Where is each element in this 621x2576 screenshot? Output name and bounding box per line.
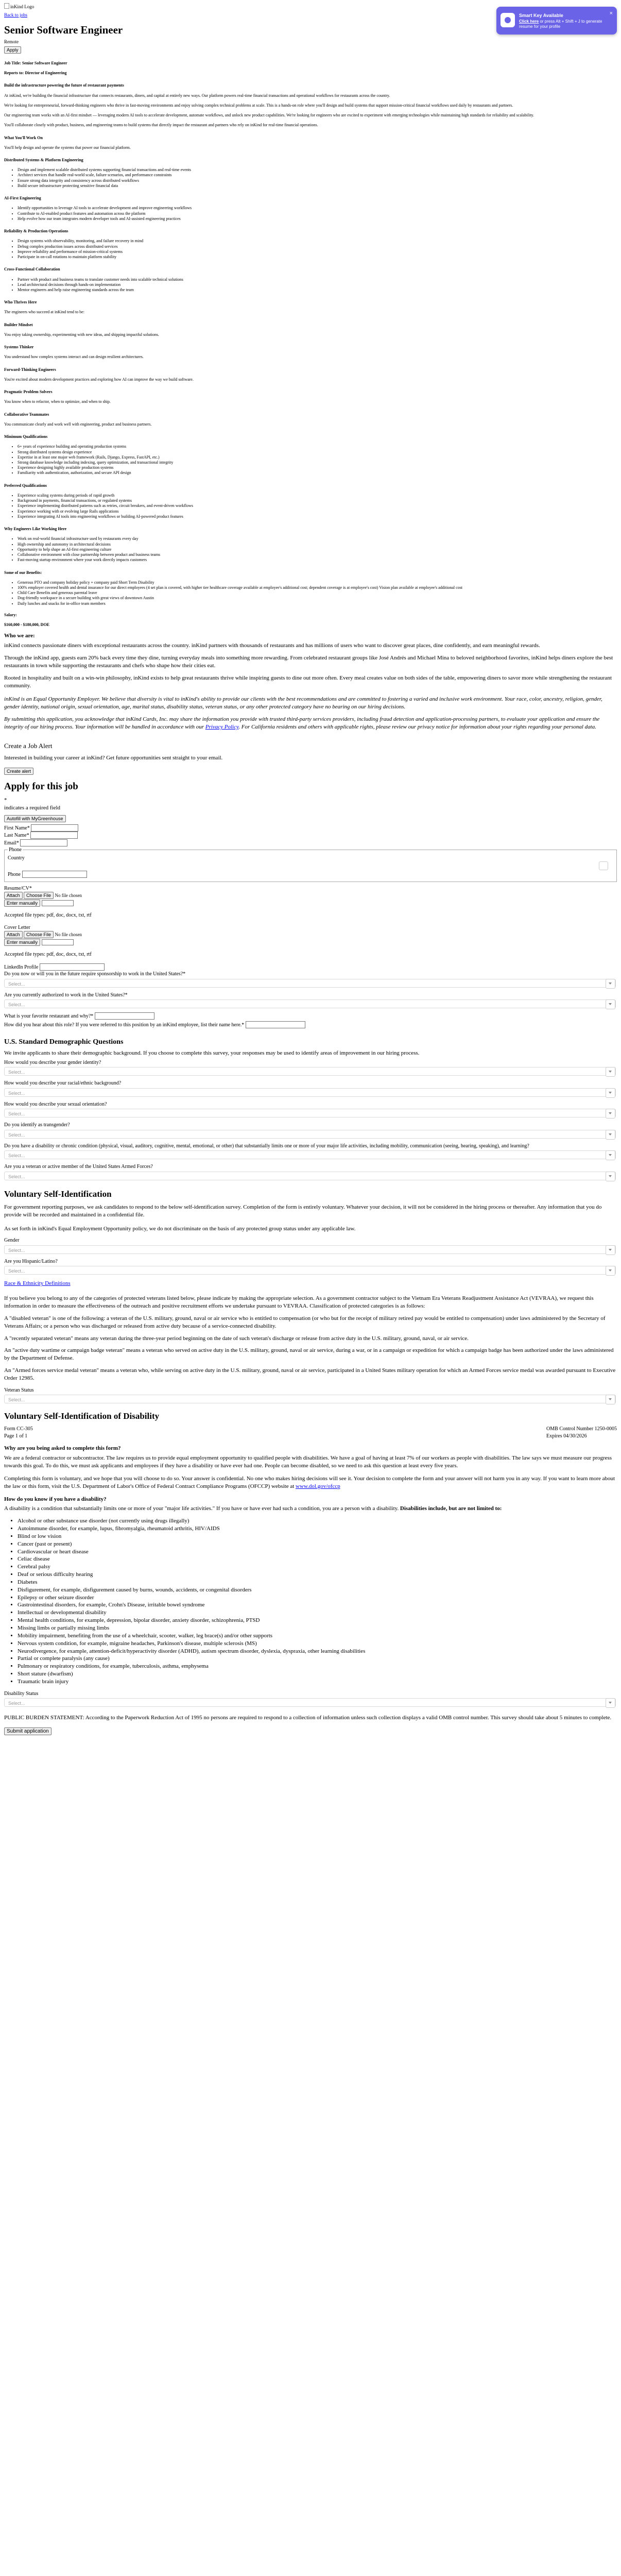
referral-label: How did you hear about this role? If you were referred to this position by an inKind employee, list their name here.* xyxy=(4,1022,245,1028)
list-item: • Missing limbs or partially missing limbs xyxy=(18,1624,617,1632)
list-item: • Alcohol or other substance use disorder (not currently using drugs illegally) xyxy=(18,1517,617,1525)
who-paragraph: Through the inKind app, guests earn 20% back every time they dine, turning everyday meals into something more rewarding. From celebrated restaurant groups like José Andrés and Michael Mina to beloved neighborhood favorites, inKind helps diners explore the best restaurants in town while supporting the restaurants and chefs who shape how their cities eat. xyxy=(4,655,613,669)
section-text: You know when to refactor, when to optimize, and when to ship. xyxy=(4,399,111,404)
list-item: • Mentor engineers and help raise engineering standards across the team xyxy=(18,287,617,293)
privacy-policy-link[interactable]: Privacy Policy xyxy=(205,723,239,730)
cover-no-file: No file chosen xyxy=(55,932,82,938)
list-item: • Gastrointestinal disorders, for example, Crohn's Disease, irritable bowel syndrome xyxy=(18,1601,617,1609)
demographic-heading: U.S. Standard Demographic Questions xyxy=(4,1038,124,1046)
section-heading: Who Thrives Here xyxy=(4,300,37,305)
disability-heading: Voluntary Self-Identification of Disability xyxy=(4,1411,160,1421)
section-text: You're excited about modern development practices and exploring how AI can improve the way we build software. xyxy=(4,377,194,382)
veteran-paragraph: A "recently separated veteran" means any veteran during the three-year period beginning on the date of such veteran's discharge or release from active duty in the U.S. military, ground, naval, or air service. xyxy=(4,1335,469,1342)
required-note: * indicates a required field xyxy=(4,797,61,811)
disability-list xyxy=(4,1517,617,1686)
list-item: • Intellectual or developmental disability xyxy=(18,1609,617,1617)
list-item: • Nervous system condition, for example, migraine headaches, Parkinson's disease, multiple sclerosis (MS) xyxy=(18,1640,617,1648)
why-heading: Why are you being asked to complete this form? xyxy=(4,1445,121,1452)
chevron-down-icon xyxy=(606,1266,615,1276)
resume-manual-input[interactable] xyxy=(42,900,74,906)
section-list xyxy=(4,444,617,476)
intro-paragraph: You'll collaborate closely with product, business, and engineering teams to build systems that directly impact the restaurant and partners who rely on inKind for real-time financial operations. xyxy=(4,123,318,128)
email-input[interactable] xyxy=(20,839,67,846)
list-item: • Experience scaling systems during periods of rapid growth xyxy=(18,493,617,498)
banner-text: Click here or press Alt + Shift + J to generate resume for your profile xyxy=(519,19,602,29)
logo-broken-image-icon xyxy=(4,3,9,9)
chevron-down-icon xyxy=(606,979,615,989)
resume-attach-button[interactable]: Attach xyxy=(4,892,23,899)
list-item: • Build secure infrastructure protecting sensitive financial data xyxy=(18,183,617,189)
tagline: Build the infrastructure powering the future of restaurant payments xyxy=(4,83,124,88)
resume-no-file: No file chosen xyxy=(55,893,82,899)
job-alert-heading: Create a Job Alert xyxy=(4,741,53,750)
intro-paragraph: We're looking for entrepreneurial, forward-thinking engineers who thrive in fast-moving environments and enjoy solving complex technical problems at scale. This is a hands-on role where you'll design and build systems that support mission-critical financial workflows used daily by restaurants and partners. xyxy=(4,103,513,108)
list-item: • Daily lunches and snacks for in-office team members xyxy=(18,601,617,606)
section-heading: Forward-Thinking Engineers xyxy=(4,367,56,372)
country-select[interactable] xyxy=(8,861,613,871)
chevron-down-icon xyxy=(606,999,615,1009)
list-item: • Lead architectural decisions through hands-on implementation xyxy=(18,282,617,287)
section-heading: Why Engineers Like Working Here xyxy=(4,527,67,532)
cover-letter-field xyxy=(4,924,617,958)
demographic-intro: We invite applicants to share their demographic background. If you choose to complete this survey, your responses may be used to identify areas of improvement in our hiring process. xyxy=(4,1050,420,1057)
section-heading: What You'll Work On xyxy=(4,135,43,140)
disability-status-label: Disability Status xyxy=(4,1690,39,1697)
section-heading: Some of our Benefits: xyxy=(4,570,42,575)
name-fields xyxy=(4,824,617,847)
list-item: • Mobility impairment, benefiting from the use of a wheelchair, scooter, walker, leg brace(s) and/or other supports xyxy=(18,1632,617,1640)
list-item: • Design and implement scalable distributed systems supporting financial transactions and real-time events xyxy=(18,167,617,173)
resume-label: Resume/CV* xyxy=(4,885,32,891)
list-item: • Background in payments, financial transactions, or regulated systems xyxy=(18,498,617,503)
veteran-paragraph: An "Armed forces service medal veteran" means a veteran who, while serving on active duty in the U.S. military, ground, naval or air service, participated in a United States military operation for which an Armed Forces service medal was awarded pursuant to Executive Order 12985. xyxy=(4,1367,616,1382)
list-item: • Expertise in at least one major web framework (Rails, Django, Express, FastAPI, etc.) xyxy=(18,455,617,460)
intro-paragraph: Our engineering team works with an AI-first mindset — leveraging modern AI tools to accelerate development, automate workflows, and unlock new product capabilities. We're looking for engineers who are excited to experiment with emerging technologies while maintaining high standards for reliability and scalability. xyxy=(4,113,534,118)
list-item: • Work on real-world financial infrastructure used by restaurants every day xyxy=(18,536,617,541)
list-item: • Improve reliability and performance of mission-critical systems xyxy=(18,249,617,255)
demographic-select[interactable]: Select... xyxy=(4,1109,616,1117)
demographic-select[interactable]: Select... xyxy=(4,1088,616,1097)
list-item: • Collaborative environment with close partnership between product and business teams xyxy=(18,552,617,557)
section-heading: Cross-Functional Collaboration xyxy=(4,267,60,272)
resume-field xyxy=(4,885,617,919)
last-name-label: Last Name* xyxy=(4,833,29,839)
authorized-question: Are you currently authorized to work in the United States?* xyxy=(4,992,128,998)
job-title-line: Job Title: Senior Software Engineer xyxy=(4,60,67,65)
list-item: • Epilepsy or other seizure disorder xyxy=(18,1594,617,1602)
section-heading: Minimum Qualifications xyxy=(4,434,48,439)
section-text: You communicate clearly and work well with engineering, product and business partners. xyxy=(4,421,152,427)
list-item: • Deaf or serious difficulty hearing xyxy=(18,1571,617,1579)
job-alert-section xyxy=(4,741,617,775)
list-item: • Help evolve how our team integrates modern developer tools and AI-assisted engineering practices xyxy=(18,216,617,222)
section-list xyxy=(4,493,617,519)
chevron-down-icon xyxy=(606,1067,615,1077)
veteran-status-label: Veteran Status xyxy=(4,1387,34,1393)
demographic-select[interactable]: Select... xyxy=(4,1150,616,1159)
cover-choose-file-button[interactable]: Choose File xyxy=(24,931,54,938)
resume-accepted-types: Accepted file types: pdf, doc, docx, txt, rtf xyxy=(4,912,92,919)
list-item: • 100% employer covered health and dental insurance for our direct employees (4 set plan is covered, with higher tier healthcare coverage available at employee's additional cost; dependent coverage is at employee's cost) Vision plan available at employee's additional cost xyxy=(18,585,617,590)
authorized-select[interactable]: Select... xyxy=(4,999,616,1008)
list-item: • Experience implementing distributed patterns such as retries, circuit breakers, and event-driven workflows xyxy=(18,503,617,509)
section-heading: Pragmatic Problem Solvers xyxy=(4,389,53,395)
section-list xyxy=(4,239,617,260)
create-alert-button[interactable]: Create alert xyxy=(4,768,33,775)
sponsorship-question: Do you now or will you in the future require sponsorship to work in the United States?* xyxy=(4,971,186,977)
list-item: • Celiac disease xyxy=(18,1555,617,1563)
job-description xyxy=(4,61,617,628)
ofccp-link[interactable]: www.dol.gov/ofccp xyxy=(296,1483,340,1489)
gender-select[interactable]: Select... xyxy=(4,1245,616,1254)
list-item: • Neurodivergence, for example, attention-deficit/hyperactivity disorder (ADHD), autism spectrum disorder, dyslexia, dyspraxia, other learning disabilities xyxy=(18,1648,617,1655)
section-heading: Distributed Systems & Platform Engineering xyxy=(4,158,83,163)
list-item: • Cardiovascular or heart disease xyxy=(18,1548,617,1556)
apply-heading: Apply for this job xyxy=(4,781,78,792)
list-item: • Blind or low vision xyxy=(18,1533,617,1540)
section-text: You understand how complex systems interact and can design resilient architectures. xyxy=(4,354,144,360)
disability-status-select[interactable]: Select... xyxy=(4,1698,616,1707)
phone-label: Phone xyxy=(8,872,21,878)
reports-to-line: Reports to: Director of Engineering xyxy=(4,71,67,76)
omb-number: OMB Control Number 1250-0005 xyxy=(546,1426,617,1432)
job-title: Senior Software Engineer xyxy=(4,23,123,36)
section-heading: Preferred Qualifications xyxy=(4,483,47,488)
intro-paragraphs xyxy=(4,93,617,128)
cover-accepted-types: Accepted file types: pdf, doc, docx, txt, rtf xyxy=(4,952,92,958)
cover-attach-button[interactable]: Attach xyxy=(4,931,23,938)
last-name-input[interactable] xyxy=(30,832,78,839)
linkedin-label: LinkedIn Profile xyxy=(4,964,39,970)
page xyxy=(4,2,617,1735)
list-item: • Familiarity with authentication, authorization, and secure API design xyxy=(18,470,617,476)
veteran-definitions xyxy=(4,1295,617,1382)
favorite-restaurant-input[interactable] xyxy=(95,1012,154,1020)
autofill-button[interactable]: Autofill with MyGreenhouse xyxy=(4,815,66,822)
list-item: • Partner with product and business teams to translate customer needs into scalable technical solutions xyxy=(18,277,617,282)
smart-key-logo-icon xyxy=(501,13,515,27)
banner-title: Smart Key Available xyxy=(519,13,563,18)
list-item: • Fast-moving startup environment where your work directly impacts customers xyxy=(18,557,617,563)
salary-value: $160,000 - $180,000, DOE xyxy=(4,622,49,628)
list-item: • Experience designing highly available production systems xyxy=(18,465,617,470)
inkind-logo: inKind Logo xyxy=(4,3,617,10)
list-item: • Dog-friendly workspace in a secure building with great views of downtown Austin xyxy=(18,596,617,601)
section-heading: Builder Mindset xyxy=(4,322,33,327)
submit-application-button[interactable]: Submit application xyxy=(4,1727,51,1735)
demographic-question-label: Do you have a disability or chronic condition (physical, visual, auditory, cognitive, mental, emotional, or other) that substantially limits one or more of your major life activities, including mobility, communication (seeing, hearing, speaking), and learning? xyxy=(4,1143,529,1149)
list-item: • Diabetes xyxy=(18,1579,617,1586)
list-item: • Strong distributed systems design experience xyxy=(18,450,617,455)
chevron-down-icon xyxy=(606,1088,615,1098)
veteran-paragraph: An "active duty wartime or campaign badge veteran" means a veteran who served on active duty in the U.S. military, ground, naval or air service, during a war, or in a campaign or expedition for which a campaign badge has been authorized under the laws administered by the Department of Defense. xyxy=(4,1347,614,1362)
section-text: The engineers who succeed at inKind tend to be: xyxy=(4,310,84,315)
eeo-statement: inKind is an Equal Opportunity Employer. We believe that diversity is vital to inKind's ability to provide our clients with the best recommendations and are committed to fostering a varied and inclusive work environment. Your race, color, ancestry, religion, gender, gender identity, national origin, sexual orientation, age, marital status, disability status, veteran status, or any other protected category have no bearing on our hiring decisions. xyxy=(4,696,602,710)
chevron-down-icon xyxy=(606,1698,615,1708)
list-item: • Traumatic brain injury xyxy=(18,1678,617,1686)
referral-input[interactable] xyxy=(246,1021,305,1028)
phone-input[interactable] xyxy=(22,871,87,878)
linkedin-input[interactable] xyxy=(40,963,105,971)
list-item: • Ensure strong data integrity and consistency across distributed workflows xyxy=(18,178,617,183)
section-text: You enjoy taking ownership, experimenting with new ideas, and shipping impactful solutions. xyxy=(4,332,159,337)
back-to-jobs-link[interactable]: Back to jobs xyxy=(4,12,27,18)
list-item: • 6+ years of experience building and operating production systems xyxy=(18,444,617,449)
chevron-down-icon xyxy=(606,1150,615,1160)
resume-choose-file-button[interactable]: Choose File xyxy=(24,892,54,899)
cover-manual-input[interactable] xyxy=(42,939,74,945)
salary-label: Salary: xyxy=(4,612,17,617)
list-item: • Pulmonary or respiratory conditions, for example, tuberculosis, asthma, emphysema xyxy=(18,1663,617,1670)
race-definitions-link[interactable]: Race & Ethnicity Definitions xyxy=(4,1280,71,1287)
chevron-down-icon xyxy=(606,1130,615,1140)
form-meta xyxy=(4,1426,617,1439)
cover-enter-manually-button[interactable]: Enter manually xyxy=(4,939,40,946)
demographic-question-label: How would you describe your sexual orientation? xyxy=(4,1101,107,1107)
chevron-down-icon xyxy=(606,1172,615,1181)
list-item: • Cerebral palsy xyxy=(18,1563,617,1571)
burden-statement: PUBLIC BURDEN STATEMENT: According to the Paperwork Reduction Act of 1995 no persons are required to respond to a collection of information unless such collection displays a valid OMB control number. This survey should take about 5 minutes to complete. xyxy=(4,1715,612,1721)
latino-label: Are you Hispanic/Latino? xyxy=(4,1258,58,1264)
who-paragraph: Rooted in hospitality and built on a win-win philosophy, inKind exists to help great restaurants thrive while inspiring guests to dine out more often. Every meal creates value on both sides of the table, empowering diners to savor more while strengthening the restaurant community. xyxy=(4,674,612,689)
list-item: • Contribute to AI-enabled product features and automation across the platform xyxy=(18,211,617,216)
cover-letter-label: Cover Letter xyxy=(4,924,30,930)
omb-expires: Expires 04/30/2026 xyxy=(546,1433,587,1439)
email-label: Email* xyxy=(4,840,19,846)
who-paragraph: inKind connects passionate diners with exceptional restaurants across the country. inKind partners with thousands of restaurants and has millions of users who want to discover great places, dine confidently, and earn meaningful rewards. xyxy=(4,642,540,649)
country-label: Country xyxy=(8,855,25,861)
section-list xyxy=(4,206,617,222)
intro-paragraph: At inKind, we're building the financial infrastructure that connects restaurants, diners, and capital at entirely new ways. Our platform powers real-time financial transactions and operational workflows for restaurants across the country. xyxy=(4,93,390,98)
demographic-question-label: Are you a veteran or active member of the United States Armed Forces? xyxy=(4,1164,153,1170)
list-item: • Generous PTO and company holiday policy + company paid Short Term Disability xyxy=(18,580,617,585)
why-para-2: Completing this form is voluntary, and we hope that you will choose to do so. Your answer is confidential. No one who makes hiring decisions will see it. Your decision to complete the form and your answer will not harm you in any way. If you want to learn more about the law or this form, visit the U.S. Department of Labor's Office of Federal Contract Compliance Programs (OFCCP) website at www.dol.gov/ofccp xyxy=(4,1475,615,1489)
chevron-down-icon xyxy=(606,1109,615,1118)
list-item: • Disfigurement, for example, disfigurement caused by burns, wounds, accidents, or congenital disorders xyxy=(18,1586,617,1594)
section-heading: Reliability & Production Operations xyxy=(4,229,68,234)
list-item: • Strong database knowledge including indexing, query optimization, and transactional integrity xyxy=(18,460,617,465)
resume-enter-manually-button[interactable]: Enter manually xyxy=(4,900,40,907)
list-item: • Design systems with observability, monitoring, and failure recovery in mind xyxy=(18,239,617,244)
job-alert-text: Interested in building your career at inKind? Get future opportunities sent straight to your email. xyxy=(4,755,223,761)
list-item: • Child Care Benefits and generous parental leave xyxy=(18,590,617,596)
list-item: • High ownership and autonomy in architectural decisions xyxy=(18,542,617,547)
demographic-question-label: How would you describe your gender identity? xyxy=(4,1059,101,1065)
demographic-questions xyxy=(4,1059,617,1180)
section-list xyxy=(4,277,617,293)
demographic-select[interactable]: Select... xyxy=(4,1130,616,1139)
apply-button[interactable]: Apply xyxy=(4,46,21,54)
list-item: • Identify opportunities to leverage AI tools to accelerate development and improve engineering workflows xyxy=(18,206,617,211)
list-item: • Short stature (dwarfism) xyxy=(18,1670,617,1678)
demographic-select[interactable]: Select... xyxy=(4,1067,616,1076)
form-number: Form CC-305 xyxy=(4,1426,33,1432)
section-list xyxy=(4,580,617,606)
how-text: A disability is a condition that substantially limits one or more of your "major life activities." If you have or have ever had such a condition, you are a person with a disability. Disabilities include, but are not limited to: xyxy=(4,1505,502,1512)
list-item: • Architect services that handle real-world scale, failure scenarios, and performance constraints xyxy=(18,173,617,178)
list-item: • Partial or complete paralysis (any cause) xyxy=(18,1655,617,1663)
country-dropdown-button[interactable] xyxy=(599,861,608,870)
veteran-paragraph: A "disabled veteran" is one of the following: a veteran of the U.S. military, ground, naval or air service who is entitled to compensation (or who but for the receipt of military retired pay would be entitled to compensation) under laws administered by the Secretary of Veterans Affairs; or a person who was discharged or released from active duty because of a service-connected disability. xyxy=(4,1315,606,1329)
banner-click-here-link[interactable]: Click here xyxy=(519,19,539,24)
who-we-are-heading: Who we are: xyxy=(4,633,35,639)
demographic-question-label: How would you describe your racial/ethnic background? xyxy=(4,1080,122,1087)
voluntary-intro: For government reporting purposes, we ask candidates to respond to the below self-identification survey. Completion of the form is entirely voluntary. Whatever your decision, it will not be considered in the hiring process or thereafter. Any information that you do provide will be recorded and maintained in a confidential file. xyxy=(4,1204,602,1218)
sponsorship-select[interactable]: Select... xyxy=(4,979,616,988)
favorite-restaurant-label: What is your favorite restaurant and why?* xyxy=(4,1013,94,1020)
gender-label: Gender xyxy=(4,1238,20,1244)
list-item: • Participate in on-call rotations to maintain platform stability xyxy=(18,255,617,260)
section-heading: Systems Thinker xyxy=(4,345,34,350)
list-item: • Experience working with or evolving large Rails applications xyxy=(18,509,617,514)
how-heading: How do you know if you have a disability? xyxy=(4,1496,107,1502)
latino-select[interactable]: Select... xyxy=(4,1266,616,1275)
description-sections xyxy=(4,135,617,606)
form-page: Page 1 of 1 xyxy=(4,1433,28,1439)
section-list xyxy=(4,536,617,563)
phone-legend: Phone xyxy=(9,847,22,853)
list-item: • Debug complex production issues across distributed services xyxy=(18,244,617,249)
first-name-label: First Name* xyxy=(4,825,30,831)
privacy-statement: By submitting this application, you acknowledge that inKind Cards, Inc. may share the information you provide with trusted third-party services providers, including fraud detection and application-processing partners, to evaluate your application and ensure the integrity of our hiring process. Your information will be handled in accordance with our Privacy Policy. For California residents and others with applicable rights, please review our privacy notice for information about your rights regarding your personal data. xyxy=(4,716,600,730)
list-item: • Mental health conditions, for example, depression, bipolar disorder, anxiety disorder, schizophrenia, PTSD xyxy=(18,1617,617,1624)
job-location: Remote xyxy=(4,39,19,45)
veteran-paragraph: If you believe you belong to any of the categories of protected veterans listed below, please indicate by making the appropriate selection. As a government contractor subject to the Vietnam Era Veterans Readjustment Assistance Act (VEVRAA), we request this information in order to measure the effectiveness of the outreach and positive recruitment efforts we undertake pursuant to VEVRAA. Classification of protected categories is as follows: xyxy=(4,1295,594,1310)
phone-fieldset xyxy=(4,846,617,882)
demographic-select[interactable]: Select... xyxy=(4,1172,616,1180)
veteran-status-select[interactable]: Select... xyxy=(4,1395,616,1403)
section-list xyxy=(4,167,617,189)
voluntary-policy: As set forth in inKind's Equal Employment Opportunity policy, we do not discriminate on the basis of any protected group status under any applicable law. xyxy=(4,1225,356,1232)
section-text: You'll help design and operate the systems that power our financial platform. xyxy=(4,145,131,150)
demographic-question-label: Do you identify as transgender? xyxy=(4,1122,70,1128)
list-item: • Cancer (past or present) xyxy=(18,1540,617,1548)
list-item: • Opportunity to help shape an AI-first engineering culture xyxy=(18,547,617,552)
why-para-1: We are a federal contractor or subcontractor. The law requires us to provide equal employment opportunity to qualified people with disabilities. We have a goal of having at least 7% of our workers as people with disabilities. The law says we must measure our progress towards this goal. To do this, we must ask applicants and employees if they have a disability or have ever had one. People can become disabled, so we need to ask this question at least every five years. xyxy=(4,1455,612,1469)
chevron-down-icon xyxy=(606,1245,615,1255)
chevron-down-icon xyxy=(606,1395,615,1404)
section-heading: Collaborative Teammates xyxy=(4,412,49,417)
section-heading: AI-First Engineering xyxy=(4,196,41,201)
first-name-input[interactable] xyxy=(31,824,78,832)
smart-key-banner xyxy=(496,7,617,35)
voluntary-heading: Voluntary Self-Identification xyxy=(4,1189,112,1199)
list-item: • Experience integrating AI tools into engineering workflows or building AI-powered product features xyxy=(18,514,617,519)
who-we-are-text xyxy=(4,642,617,689)
close-icon[interactable]: × xyxy=(609,10,613,16)
list-item: • Autoimmune disorder, for example, lupus, fibromyalgia, rheumatoid arthritis, HIV/AIDS xyxy=(18,1525,617,1533)
